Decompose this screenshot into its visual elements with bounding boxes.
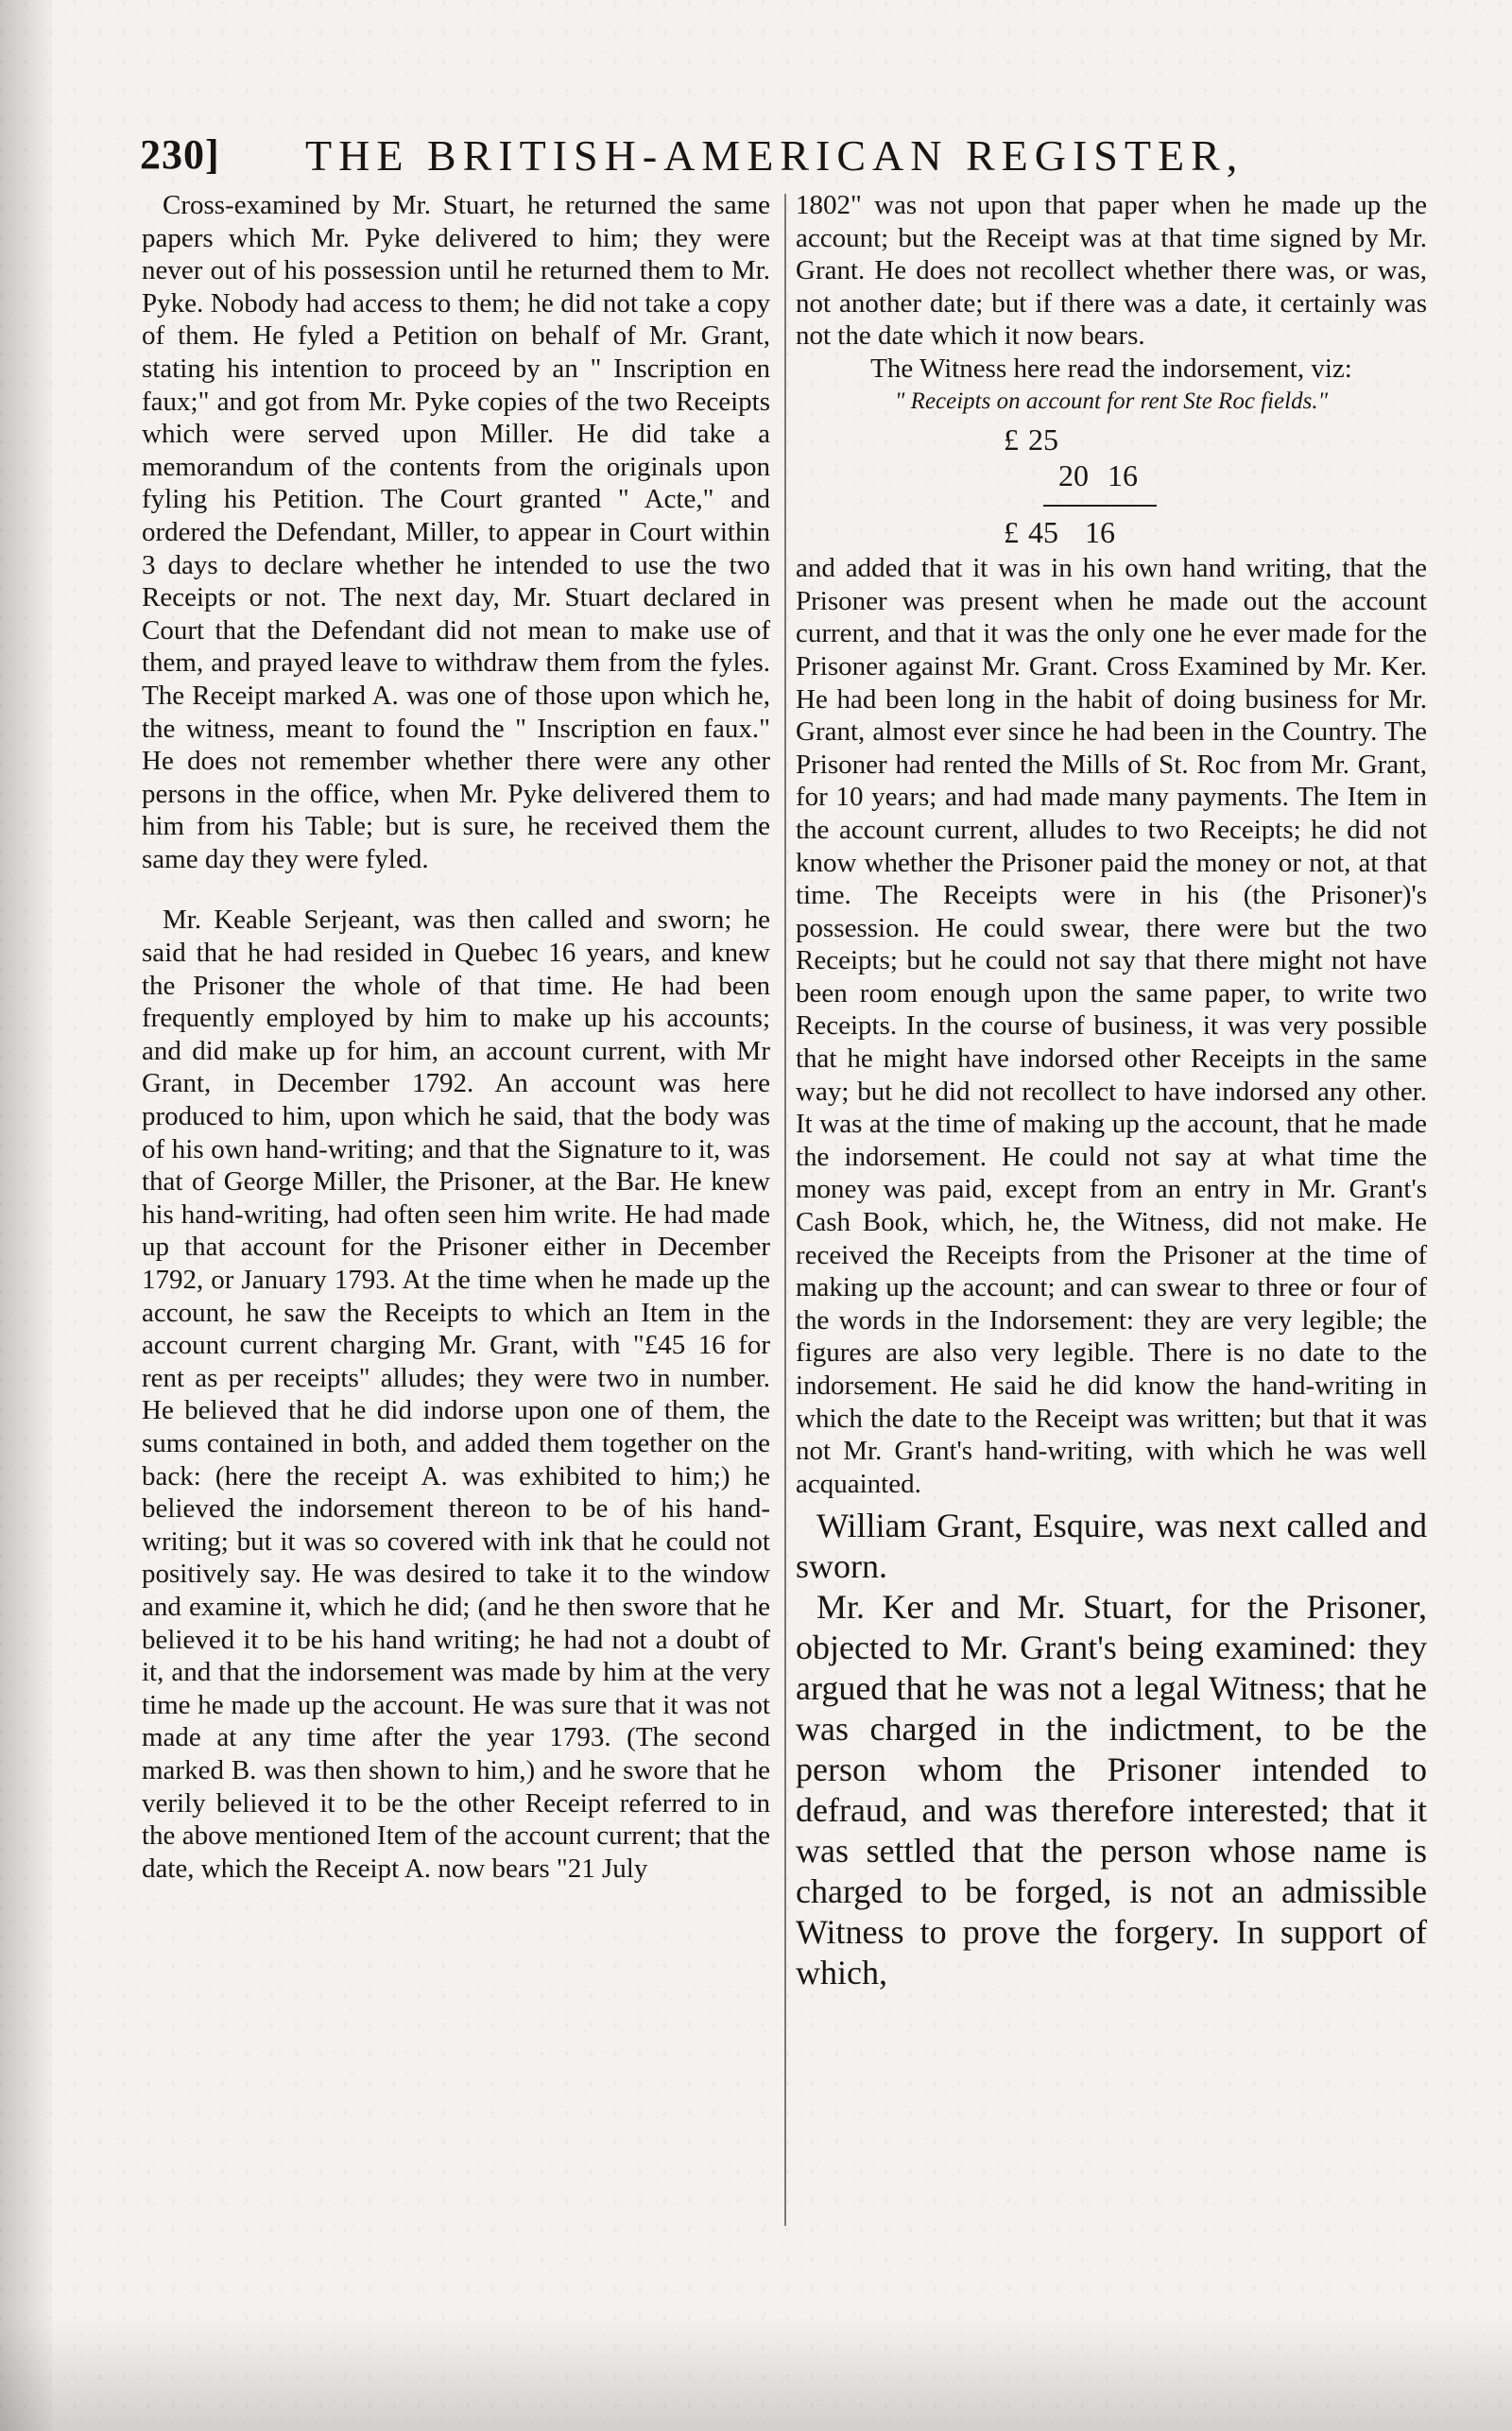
- currency-symbol: £: [1004, 422, 1019, 457]
- right-paragraph-1: 1802" was not upon that paper when he made up the account; but the Receipt was at that time signed by Mr. Grant. He does not recollect whether there was, or was, not another date; but if there was a date, it certainly was not the date which it now bears.: [796, 190, 1427, 352]
- total-shillings: 16: [1085, 515, 1115, 550]
- page-number: 230]: [140, 131, 220, 178]
- right-column: [796, 189, 1427, 1993]
- right-paragraph-4: Mr. Ker and Mr. Stuart, for the Prisoner, objected to Mr. Grant's being examined: they argued that he was not a legal Witness; that he was charged in the indictment, to be the person whom the Prisoner intended to defraud, and was therefore interested; that it was settled that the person whose name is charged to be forged, is not an admissible Witness to prove the forgery. In support of which,: [796, 1588, 1427, 1992]
- amount-row-1: [796, 423, 1427, 459]
- paragraph-gap: [142, 875, 770, 904]
- column-divider: [784, 194, 786, 2226]
- large-type-section: [796, 1506, 1427, 1993]
- running-title: THE BRITISH-AMERICAN REGISTER,: [305, 131, 1245, 180]
- amount-total: [796, 516, 1427, 552]
- amount-shillings: 16: [1108, 458, 1138, 493]
- right-paragraph-3: William Grant, Esquire, was next called and sworn.: [796, 1507, 1427, 1586]
- page-shadow-left: [0, 0, 52, 2431]
- amount-pounds: 20: [1058, 458, 1089, 493]
- amount-pounds: 25: [1028, 422, 1058, 457]
- page-header: [140, 130, 1444, 187]
- left-column: [142, 189, 770, 1885]
- amount-row-2: [796, 459, 1427, 495]
- left-paragraph-1: Cross-examined by Mr. Stuart, he returned the same papers which Mr. Pyke delivered to him; they were never out of his possession until he returned them to Mr. Pyke. Nobody had access to them; he did not take a copy of them. He fyled a Petition on behalf of Mr. Grant, stating his intention to proceed by an " Inscription en faux;" and got from Mr. Pyke copies of the two Receipts which were served upon Miller. He did take a memorandum of the contents from the originals upon fyling his Petition. The Court granted " Acte," and ordered the Defendant, Miller, to appear in Court within 3 days to declare whether he intended to use the two Receipts or not. The next day, Mr. Stuart declared in Court that the Defendant did not mean to make use of them, and prayed leave to withdraw them from the fyles. The Receipt marked A. was one of those upon which he, the witness, meant to found the " Inscription en faux." He does not remember whether there were any other persons in the office, when Mr. Pyke delivered them to him from his Table; but is sure, he received them the same day they were fyled.: [142, 190, 770, 874]
- witness-line: The Witness here read the indorsement, viz:: [870, 353, 1352, 384]
- currency-symbol: £: [1004, 515, 1019, 550]
- left-paragraph-2: Mr. Keable Serjeant, was then called and sworn; he said that he had resided in Quebec 16 years, and knew the Prisoner the whole of that time. He had been frequently employed by him to make up his accounts; and did make up for him, an account current, with Mr Grant, in December 1792. An account was here produced to him, upon which he said, that the body was of his own hand-writing; and that the Signature to it, was that of George Miller, the Prisoner, at the Bar. He knew his hand-writing, had often seen him write. He had made up that account for the Prisoner either in December 1792, or January 1793. At the time when he made up the account, he saw the Receipts to which an Item in the account current charging Mr. Grant, with "£45 16 for rent as per receipts" alludes; they were two in number. He believed that he did indorse upon one of them, the sums contained in both, and added them together on the back: (here the receipt A. was exhibited to him;) he believed the indorsement thereon to be of his hand-writing; but it was so covered with ink that he could not positively say. He was desired to take it to the window and examine it, which he did; (and he then swore that he believed it to be his hand writing; he had not a doubt of it, and that the indorsement was made by him at the very time he made up the account. He was sure that it was not made at any time after the year 1793. (The second marked B. was then shown to him,) and he swore that he verily believed it to be the other Receipt referred to in the above mentioned Item of the account current; that the date, which the Receipt A. now bears "21 July: [142, 905, 770, 1884]
- page-shadow-bottom: [0, 2318, 1512, 2431]
- total-pounds: 45: [1028, 515, 1058, 550]
- right-paragraph-2: and added that it was in his own hand writing, that the Prisoner was present when he made out the account current, and that it was the only one he ever made for the Prisoner against Mr. Grant. Cross Examined by Mr. Ker. He had been long in the habit of doing business for Mr. Grant, almost ever since he had been in the Country. The Prisoner had rented the Mills of St. Roc from Mr. Grant, for 10 years; and had made many payments. The Item in the account current, alludes to two Receipts; he did not know whether the Prisoner paid the money or not, at that time. The Receipts were in his (the Prisoner)'s possession. He could swear, there were but the two Receipts; but he could not say that there might not have been room enough upon the same paper, to write two Receipts. In the course of business, it was very possible that he might have indorsed other Receipts in the same way; but he did not recollect to have indorsed any other. It was at the time of making up the account, that he made the indorsement. He could not say at what time the money was paid, except from an entry in Mr. Grant's Cash Book, which, he, the Witness, did not make. He received the Receipts from the Prisoner at the time of making up the account; and can swear to three or four of the words in the Indorsement: they are very legible; the figures are also very legible. There is no date to the indorsement. He said he did know the hand-writing in which the date to the Receipt was written; but that it was not Mr. Grant's hand-writing, with which he was well acquainted.: [796, 553, 1427, 1499]
- sum-rule: [1043, 505, 1157, 507]
- indorsement-quote: " Receipts on account for rent Ste Roc fields.": [894, 388, 1329, 414]
